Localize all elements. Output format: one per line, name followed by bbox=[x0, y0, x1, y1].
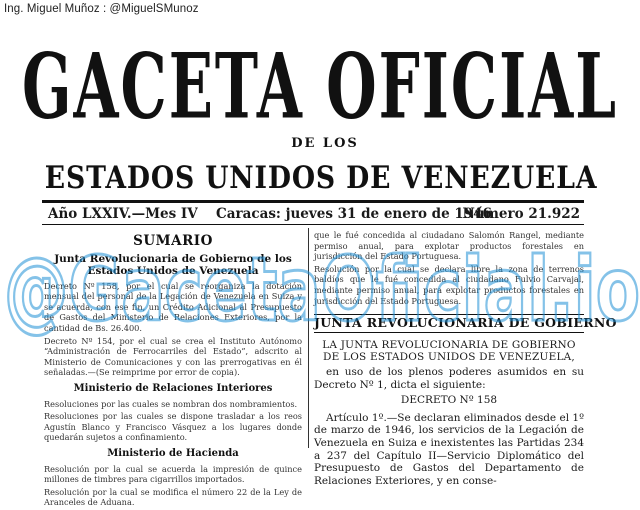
decree-article-1: Artículo 1º.—Se declaran eliminados desde el 1º de marzo de 1946, los servicios de la Legación de Venezuela en Suiza e inexistentes las Partidas 234 a 237 del Capítulo II—Servicio Diplomático del Presupuesto de Gastos del Departamento de Relaciones Exteriores, y en conse- bbox=[314, 411, 585, 487]
ministerio-hacienda-heading: Ministerio de Hacienda bbox=[107, 447, 239, 459]
watermark-text: @GacetaOficial.io bbox=[4, 238, 640, 341]
junta-section-title: JUNTA REVOLUCIONARIA DE GOBIERNO bbox=[314, 314, 584, 333]
column-divider bbox=[308, 228, 309, 448]
masthead-country: ESTADOS UNIDOS DE VENEZUELA bbox=[44, 160, 598, 196]
summary-hacienda-1: Resolución por la cual se acuerda la impresión de quince millones de timbres para cigarrillos importados. bbox=[44, 463, 302, 485]
ministerio-interiores-heading: Ministerio de Relaciones Interiores bbox=[73, 382, 273, 394]
summary-decreto-158: Decreto Nº 158, por el cual se reorganiza la dotación mensual del personal de la Legación de Venezuela en Suiza y se acuerda, con ese fin, un Crédito Adicional al Presupuesto de Gastos del Ministerio de Relaciones Exteriores, por la cantidad de Bs. 26.400. bbox=[44, 280, 302, 333]
decree-preamble-text: en uso de los plenos poderes asumidos en su Decreto Nº 1, dicta el siguiente: bbox=[314, 365, 584, 391]
summary-decreto-154: Decreto Nº 154, por el cual se crea el Instituto Autónomo “Administración de Ferrocarriles del Estado”, adscrito al Ministerio de Comunicaciones y con las prerrogativas en él señaladas.—(Se reimprime por error de copia). bbox=[44, 335, 302, 378]
masthead-rule-bottom bbox=[42, 224, 584, 225]
summary-hacienda-2: Resolución por la cual se modifica el número 22 de la Ley de Aranceles de Aduana. bbox=[44, 486, 302, 508]
masthead-de-los: DE LOS bbox=[291, 136, 359, 151]
dateline-issue-number: Número 21.922 bbox=[462, 206, 580, 222]
dateline-year-month: Año LXXIV.—Mes IV bbox=[48, 206, 198, 222]
decree-preamble-junta: LA JUNTA REVOLUCIONARIA DE GOBIERNO bbox=[322, 338, 576, 351]
right-column bbox=[314, 230, 617, 489]
decree-number: DECRETO Nº 158 bbox=[400, 394, 498, 407]
resolution-carvajal: Resolución por la cual se declara libre la zona de terrenos baldíos que le fué concedida al ciudadano Fulvio Carvajal, mediante permiso anual, para explotar productos forestales en jurisdicción del Estado Portuguesa. bbox=[314, 263, 584, 306]
resolution-rangel: que le fué concedida al ciudadano Salomón Rangel, mediante permiso anual, para explotar productos forestales en jurisdicción del Estado Portuguesa. bbox=[314, 230, 584, 262]
summary-interiores-2: Resoluciones por las cuales se dispone trasladar a los reos Agustín Blanco y Francisco Vásquez a los lugares donde quedarán sujetos a confinamiento. bbox=[44, 411, 302, 443]
masthead-rule-top bbox=[42, 200, 584, 203]
summary-interiores-1: Resoluciones por las cuales se nombran dos nombramientos. bbox=[44, 398, 298, 409]
masthead-title: GACETA OFICIAL bbox=[22, 34, 618, 140]
junta-heading: Junta Revolucionaria de Gobierno de los Estados Unidos de Venezuela bbox=[54, 252, 292, 277]
sumario-heading: SUMARIO bbox=[133, 233, 213, 249]
decree-preamble-estados: DE LOS ESTADOS UNIDOS DE VENEZUELA, bbox=[323, 351, 575, 364]
left-column bbox=[44, 230, 302, 510]
author-credit: Ing. Miguel Muñoz : @MiguelSMunoz bbox=[4, 3, 199, 15]
dateline-city-date: Caracas: jueves 31 de enero de 1946 bbox=[216, 206, 492, 222]
